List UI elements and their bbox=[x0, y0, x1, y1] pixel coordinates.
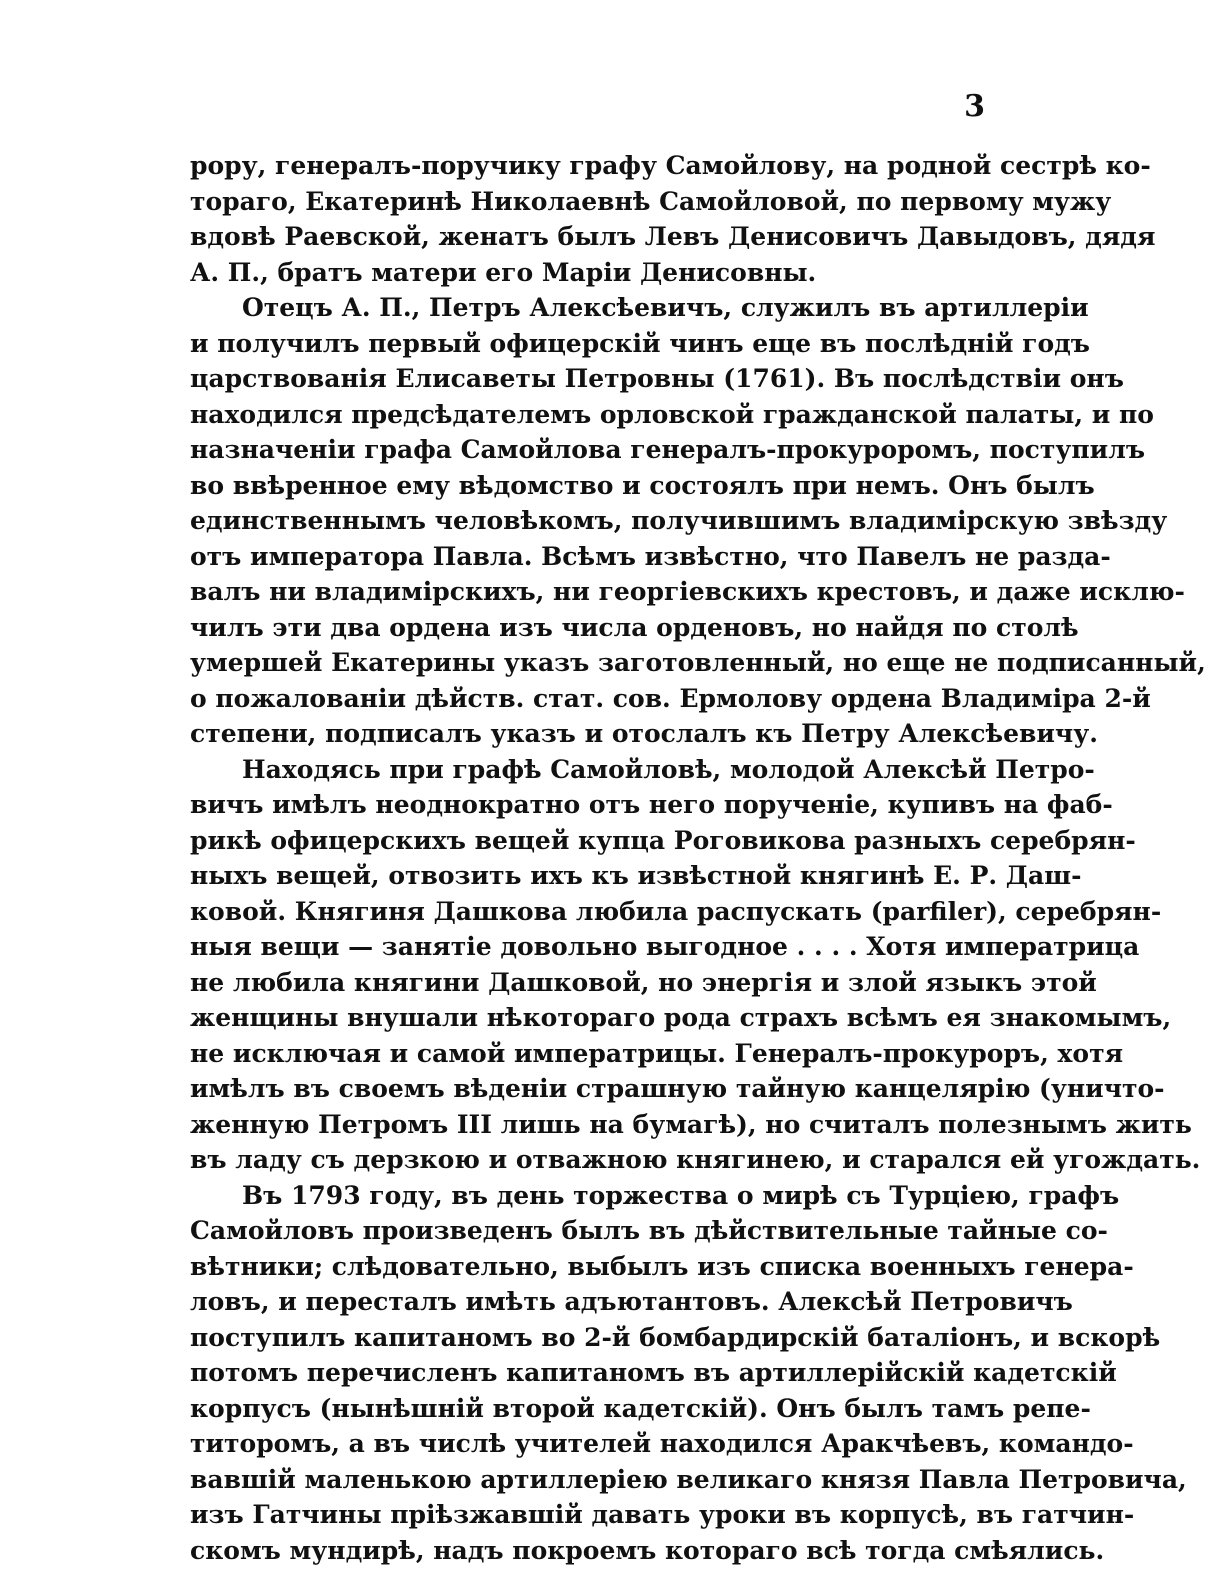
text-line: рору, генералъ-поручику графу Самойлову, на родной сестрѣ ко- bbox=[190, 151, 1151, 180]
paragraph-start-line: Отецъ А. П., Петръ Алексѣевичъ, служилъ въ артиллеріи bbox=[242, 293, 1089, 322]
text-line: Самойловъ произведенъ былъ въ дѣйствительные тайные со- bbox=[190, 1216, 1108, 1245]
text-line: во ввѣренное ему вѣдомство и состоялъ при немъ. Онъ былъ bbox=[190, 470, 1095, 500]
text-line: не исключая и самой императрицы. Генералъ-прокуроръ, хотя bbox=[190, 1038, 1124, 1068]
text-line: ловъ, и пересталъ имѣть адъютантовъ. Алексѣй Петровичъ bbox=[190, 1287, 1073, 1316]
text-line: вдовѣ Раевской, женатъ былъ Левъ Денисовичъ Давыдовъ, дядя bbox=[190, 222, 1156, 251]
text-line: назначеніи графа Самойлова генералъ-прокуроромъ, поступилъ bbox=[190, 435, 1145, 464]
text-line: царствованія Елисаветы Петровны (1761). Въ послѣдствіи онъ bbox=[190, 364, 1124, 393]
text-line: ныхъ вещей, отвозить ихъ къ извѣстной княгинѣ Е. Р. Даш- bbox=[190, 861, 1082, 890]
text-line: единственнымъ человѣкомъ, получившимъ владимірскую звѣзду bbox=[190, 506, 1168, 535]
text-line: вавшій маленькою артиллеріею великаго князя Павла Петровича, bbox=[190, 1464, 1187, 1494]
text-line: вичъ имѣлъ неоднократно отъ него порученіе, купивъ на фаб- bbox=[190, 790, 1113, 819]
text-line: не любила княгини Дашковой, но энергія и злой языкъ этой bbox=[190, 967, 1097, 997]
text-line: потомъ перечисленъ капитаномъ въ артиллерійскій кадетскій bbox=[190, 1358, 1117, 1387]
text-line: чилъ эти два ордена изъ числа орденовъ, но найдя по столѣ bbox=[190, 612, 1079, 642]
text-line: отъ императора Павла. Всѣмъ извѣстно, что Павелъ не разда- bbox=[190, 541, 1111, 571]
text-line: ныя вещи — занятіе довольно выгодное . . . . Хотя императрица bbox=[190, 932, 1140, 961]
text-line: о пожалованіи дѣйств. стат. сов. Ермолову ордена Владиміра 2-й bbox=[190, 683, 1151, 713]
paragraph-start-line: Находясь при графѣ Самойловѣ, молодой Алексѣй Петро- bbox=[242, 754, 1095, 784]
text-line: корпусъ (нынѣшній второй кадетскій). Онъ былъ тамъ репе- bbox=[190, 1393, 1091, 1423]
text-line: находился предсѣдателемъ орловской гражданской палаты, и по bbox=[190, 399, 1154, 429]
text-line: имѣлъ въ своемъ вѣденіи страшную тайную канцелярію (уничто- bbox=[190, 1074, 1165, 1103]
paragraph-end-line: А. П., братъ матери его Маріи Денисовны. bbox=[190, 257, 817, 287]
paragraph-start-line: Въ 1793 году, въ день торжества о мирѣ съ Турціею, графъ bbox=[242, 1180, 1120, 1210]
text-line: женную Петромъ III лишь на бумагѣ), но считалъ полезнымъ жить bbox=[190, 1109, 1192, 1139]
text-line: скомъ мундирѣ, надъ покроемъ котораго всѣ тогда смѣялись. bbox=[190, 1535, 1105, 1565]
text-line: женщины внушали нѣкотораго рода страхъ всѣмъ ея знакомымъ, bbox=[190, 1003, 1172, 1032]
text-line: вѣтники; слѣдовательно, выбылъ изъ списка военныхъ генера- bbox=[190, 1251, 1134, 1281]
paragraph-end-line: степени, подписалъ указъ и отослалъ къ Петру Алексѣевичу. bbox=[190, 719, 1098, 748]
body-text bbox=[190, 148, 1206, 1568]
text-line: изъ Гатчины пріѣзжавшій давать уроки въ корпусѣ, въ гатчин- bbox=[190, 1500, 1135, 1529]
text-line: и получилъ первый офицерскій чинъ еще въ послѣдній годъ bbox=[190, 328, 1090, 358]
paragraph-end-line: въ ладу съ дерзкою и отважною княгинею, и старался ей угождать. bbox=[190, 1145, 1201, 1174]
page-number: 3 bbox=[964, 89, 985, 124]
text-line: ковой. Княгиня Дашкова любила распускать (parfiler), серебрян- bbox=[190, 896, 1162, 926]
text-line: рикѣ офицерскихъ вещей купца Роговикова разныхъ серебрян- bbox=[190, 825, 1136, 855]
text-line: умершей Екатерины указъ заготовленный, но еще не подписанный, bbox=[190, 648, 1206, 677]
text-line: тораго, Екатеринѣ Николаевнѣ Самойловой, по первому мужу bbox=[190, 186, 1112, 216]
text-line: поступилъ капитаномъ во 2-й бомбардирскій баталіонъ, и вскорѣ bbox=[190, 1322, 1161, 1352]
text-line: титоромъ, а въ числѣ учителей находился Аракчѣевъ, командо- bbox=[190, 1429, 1134, 1458]
text-line: валъ ни владимірскихъ, ни георгіевскихъ крестовъ, и даже исклю- bbox=[190, 577, 1185, 606]
